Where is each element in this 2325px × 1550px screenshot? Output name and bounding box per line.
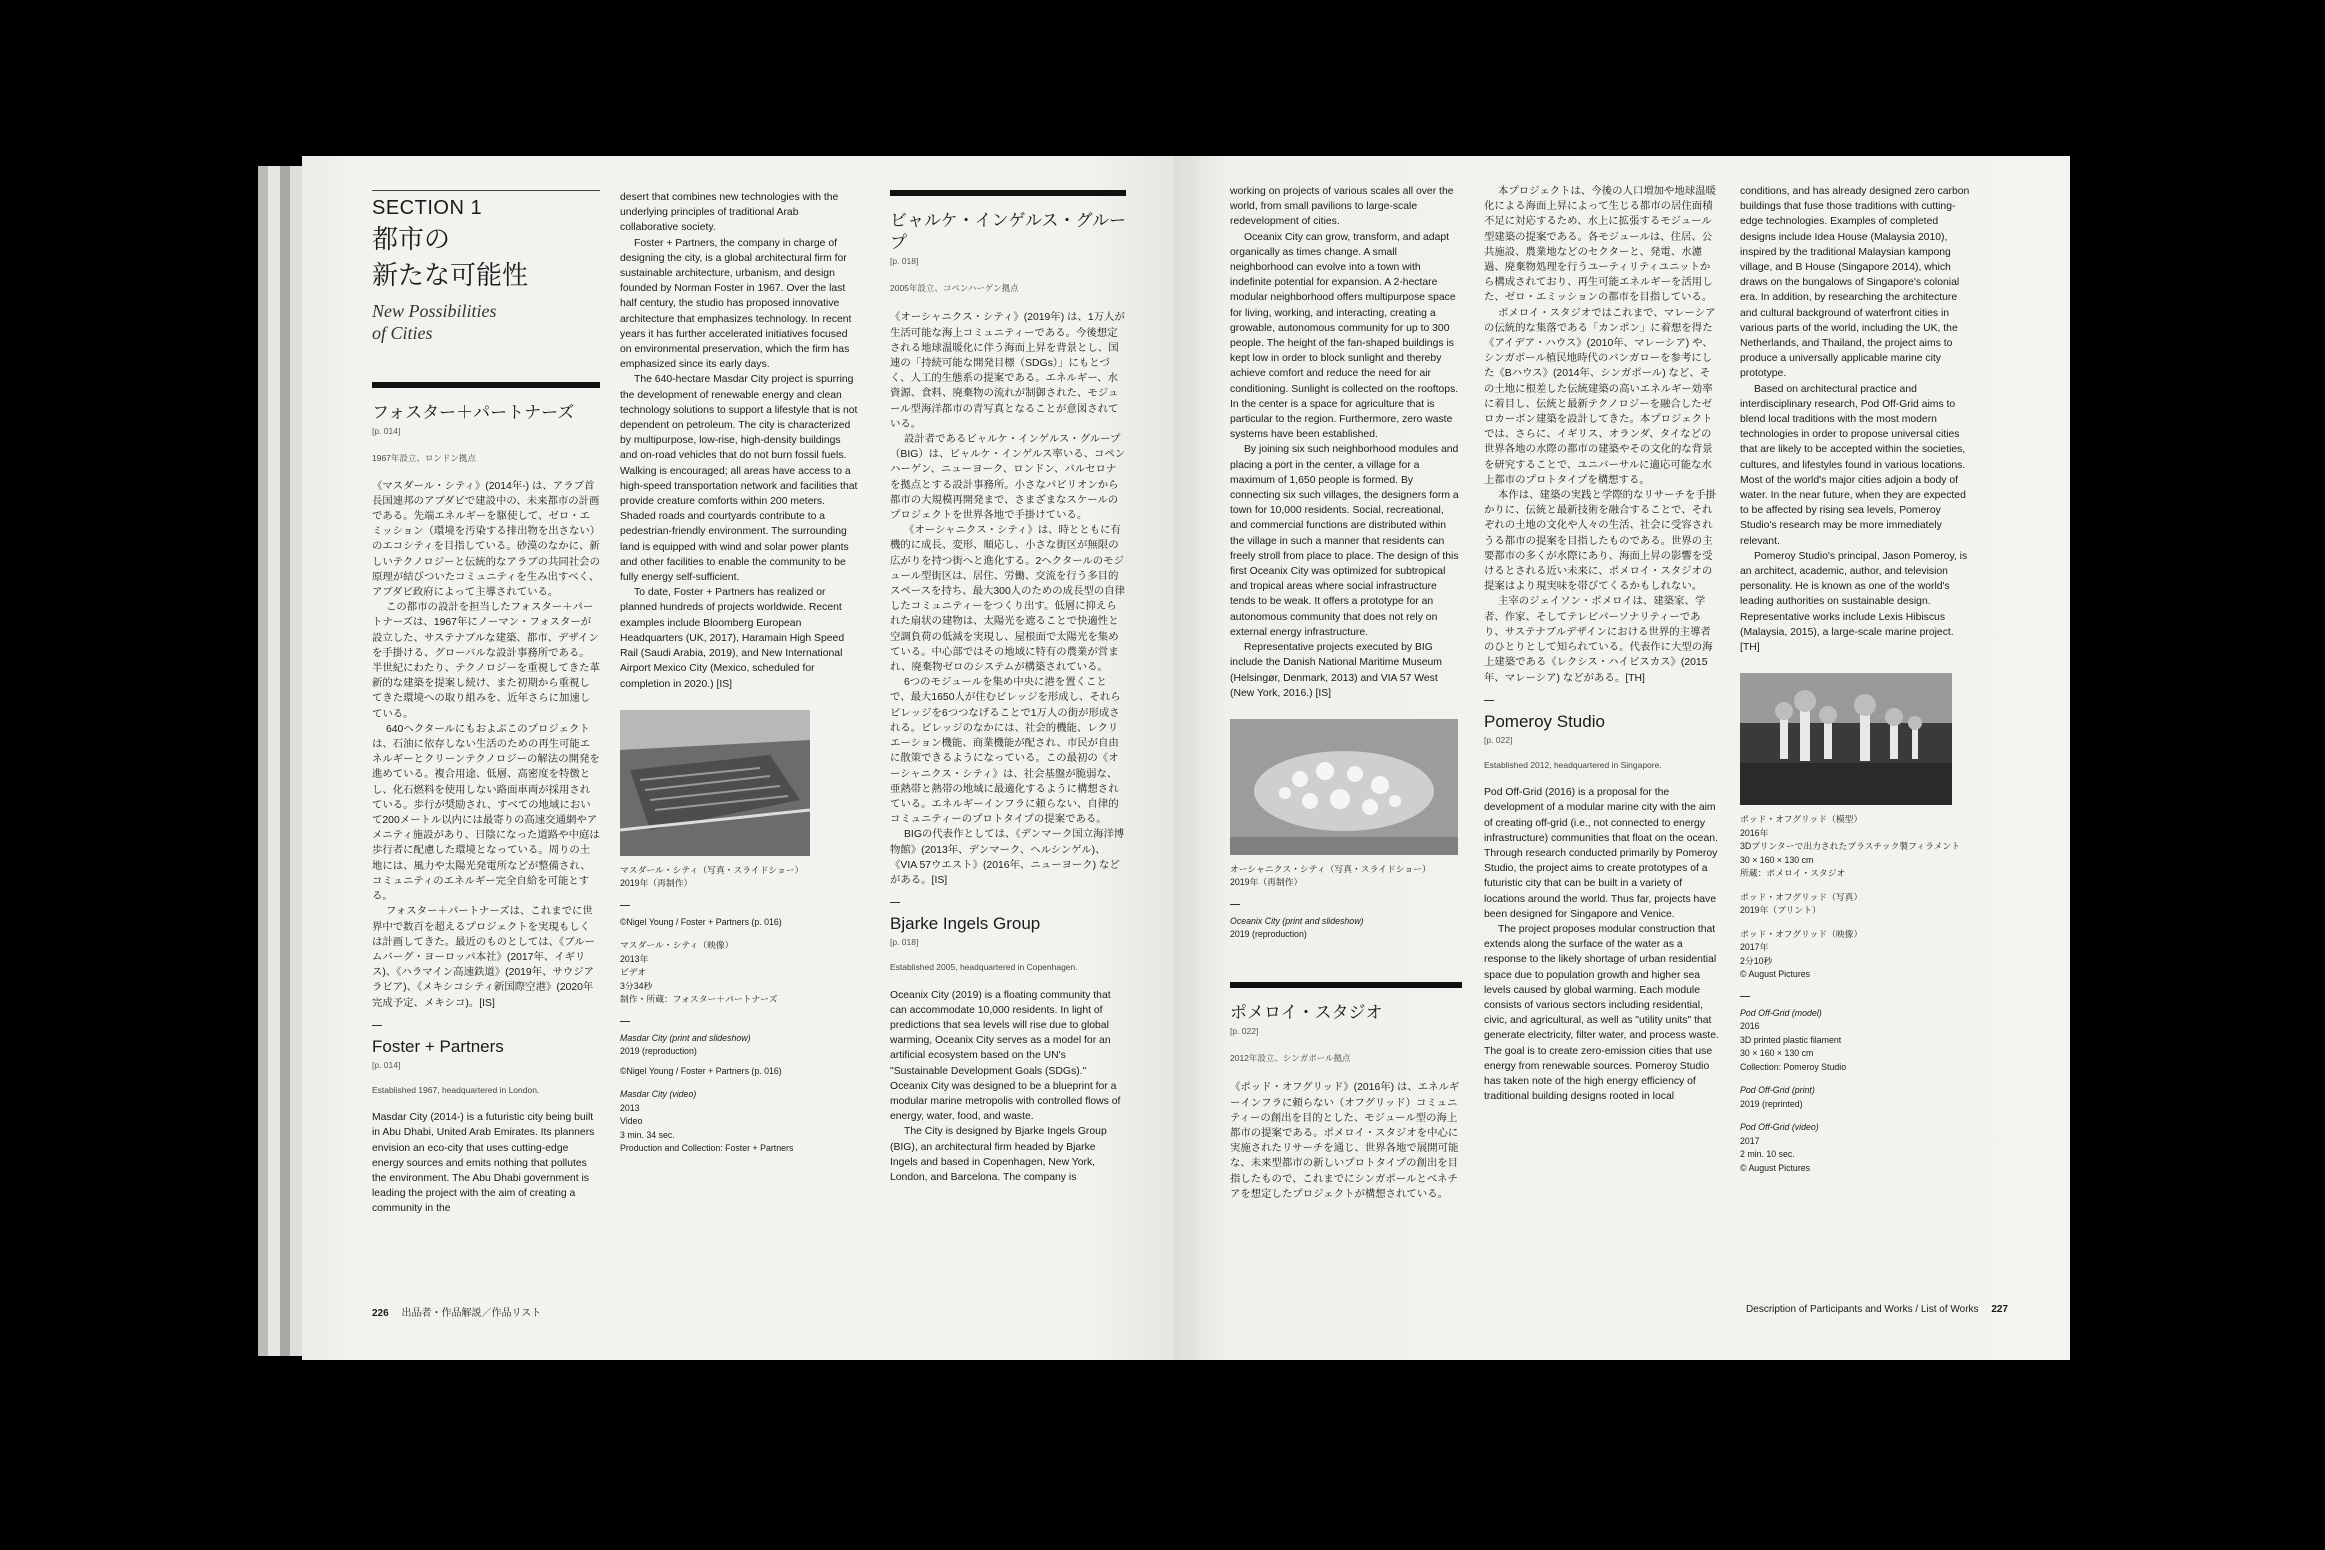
heading-rule [1230,982,1462,988]
caption: Oceanix City (print and slideshow) [1230,915,1364,926]
big-jp-p5: BIGの代表作としては、《デンマーク国立海洋博物館》(2013年、デンマーク、ヘルシンゲル)、《VIA 57ウエスト》(2016年、ニューヨーク) などがある。[IS] [890,829,1125,886]
caption: ポッド・オフグリッド（模型） [1740,814,1863,825]
page-edge [268,166,280,1356]
col2-p2: Foster + Partners, the company in charge of designing the city, is a global architectural firm for sustainable architecture, urbanism, and design founded by Norman Foster in 1967. Over the last half century, the studio has proposed innovative architecture that emphasizes technology. In recent years it has further accelerated initiatives focused on environmental preservation, which the firm has emphasized since its early days. [620,237,852,371]
right-column-3 [1740,184,1972,1175]
caption: 2 min. 10 sec. [1740,1149,1795,1160]
pod-off-grid-photo [1740,673,1952,805]
caption: 3 min. 34 sec. [620,1129,675,1140]
oceanix-city-photo [1230,719,1458,855]
big-en-heading: Bjarke Ingels Group [890,914,1041,934]
left-column-3 [890,190,1126,1185]
caption: 2017 [1740,1135,1760,1146]
caption: ©Nigel Young / Foster + Partners (p. 016) [620,1065,782,1076]
caption: 2016 [1740,1021,1760,1032]
caption: オーシャニクス・シティ（写真・スライドショー） [1230,863,1431,874]
title-en-line2: of Cities [372,323,433,344]
caption: 2019 (reprinted) [1740,1098,1803,1109]
caption: Pod Off-Grid (model) [1740,1007,1822,1018]
big-jp-heading: ビャルケ・インゲルス・グループ [890,211,1126,252]
r-col3-p3: Pomeroy Studio's principal, Jason Pomeroy, is an architect, academic, author, and television personality. He is known as one of the world's leading authorities on sustainable design. Representative works include Lexis Hibiscus (Malaysia, 2015), a large-scale marine project. [TH] [1740,550,1968,654]
divider [890,902,900,903]
caption: マスダール・シティ（写真・スライドショー） [620,864,804,875]
title-jp-line1: 都市の [372,225,451,256]
caption: 2019 (reproduction) [1230,929,1307,940]
pom-en-p1: Pod Off-Grid (2016) is a proposal for the development of a modular marine city with the aim of creating off-grid (i.e., not connected to energy infrastructure) communities that float on the ocean. Through research conducted primarily by Pomeroy Studio, the project aims to create prototypes of a futuristic city that can be built in a variety of locations around the world. Thus far, projects have been designed for Singapore and Venice. [1484,787,1718,920]
big-jp-p2: 設計者であるビャルケ・インゲルス・グループ（BIG）は、ビャルケ・インゲルス率いる、コペンハーゲン、ニューヨーク、ロンドン、バルセロナを拠点とする設計事務所。小さなパビリオンから都市の大規模再開発まで、さまざまなスケールのプロジェクトを世界各地で手掛けている。 [890,434,1126,522]
caption: 2017年 [1740,942,1769,953]
col2-captions [620,864,858,1156]
r-col1-p1: working on projects of various scales all over the world, from small pavilions to large-scale redevelopment of cities. [1230,186,1454,228]
page-edge [290,166,302,1356]
right-footer-label: Description of Participants and Works / List of Works [1746,1304,1979,1315]
foster-jp-heading: フォスター＋パートナーズ [372,403,575,423]
pom-en-heading: Pomeroy Studio [1484,711,1605,731]
left-footer-label: 出品者・作品解説／作品リスト [401,1308,542,1319]
foster-en-heading: Foster + Partners [372,1036,504,1056]
left-column-1 [372,190,600,1217]
title-jp-line2: 新たな可能性 [372,261,529,292]
caption: 2013年 [620,953,649,964]
caption: 2013 [620,1102,640,1113]
r-col3-captions [1740,813,1972,1175]
caption: 3分34秒 [620,980,653,991]
pom-en-established: Established 2012, headquartered in Singapore. [1484,759,1662,770]
big-jp-p4: 6つのモジュールを集め中央に港を置くことで、最大1650人が住むビレッジを形成し、それらビレッジを6つつなげることで1万人の街が形成される。ビレッジのなかには、社会的機能、レクリエーション機能、商業機能が配され、市民が自由に散策できるようになっている。この最初の《オーシャニクス・シティ》は、社会基盤が脆弱な、亜熱帯と熱帯の地域に最適化するように構想されている。エネルギーインフラに頼らない、自律的コミュニティーのプロトタイプの提案である。 [890,677,1121,826]
foster-en-p1: Masdar City (2014-) is a futuristic city being built in Abu Dhabi, United Arab Emirates. Its planners envision an eco-city that uses cutting-edge energy sources and emits nothing that pollutes the environment. The Abu Dhabi government is leading the project with the aim of creating a community in the [372,1112,595,1215]
foster-jp-p1: 《マスダール・シティ》(2014年-) は、アラブ首長国連邦のアブダビで建設中の、未来都市の計画である。先端エネルギーを駆使して、ゼロ・エミッション（環境を汚染する排出物を出さない）のエコシティを目指している。砂漠のなかに、新しいテクノロジーと伝統的なアラブの共同社会の原理が結びついたコミュニティを生み出すべく、アブダビ政府によって主導されている。 [372,480,600,599]
big-en-p1: Oceanix City (2019) is a floating community that can accommodate 10,000 residents. In light of predictions that sea levels will rise due to global warming, Oceanix City serves as a model for an artificial ecosystem based on the UN's "Sustainable Development Goals (SDGs)." Oceanix City was designed to be a blueprint for a modular marine metropolis with controlled flows of energy, water, food, and waste. [890,989,1121,1123]
right-page [1174,156,2070,1360]
caption: 所蔵：ポメロイ・スタジオ [1740,868,1846,879]
caption: Production and Collection: Foster + Partners [620,1143,794,1154]
foster-en-page: [p. 014] [372,1059,401,1070]
caption: 2分10秒 [1740,955,1773,966]
masdar-city-photo [620,710,810,856]
r-col1-p4: Representative projects executed by BIG include the Danish National Maritime Museum (Helsingør, Denmark, 2013) and VIA 57 West (New York, 2016.) [IS] [1230,642,1442,699]
caption: 30 × 160 × 130 cm [1740,854,1814,865]
r-col1-captions [1230,863,1462,942]
r-col1-p2: Oceanix City can grow, transform, and adapt organically as times change. A small neighborhood can evolve into a town with indefinite potential for expansion. A 2-hectare modular neighborhood offers multipurpose space for living, working, and interacting, creating a growable, autonomous community for up to 300 people. The height of the fan-shaped buildings is kept low in order to block sunlight and thereby achieve comfort and reduce the need for air conditioning. Sunlight is collected on the rooftops. In the center is a space for agriculture that is particular to the region. Furthermore, zero waste systems have been established. [1230,231,1459,441]
divider [620,1021,630,1022]
divider [620,905,630,906]
r-col2-p3: 本作は、建築の実践と学際的なリサーチを手掛かりに、伝統と最新技術を融合することで、それぞれの土地の文化や人々の生活、社会に受容されうる都市の提案を目指したものである。世界の主要都市の多くが水際にあり、海面上昇の影響を受けるとされる近い未来に、ポメロイ・スタジオの提案はより現実味を帯びてくるかもしれない。 [1484,490,1716,593]
big-en-established: Established 2005, headquartered in Copenhagen. [890,962,1078,973]
caption: © August Pictures [1740,969,1811,980]
divider [1740,996,1750,997]
caption: ビデオ [620,967,647,978]
pom-jp-heading: ポメロイ・スタジオ [1230,1002,1383,1022]
divider [1484,700,1494,701]
caption: Masdar City (print and slideshow) [620,1032,751,1043]
right-page-number: 227 [1991,1304,2008,1315]
caption: 30 × 160 × 130 cm [1740,1048,1814,1059]
caption: 2019 (reproduction) [620,1046,697,1057]
caption: Collection: Pomeroy Studio [1740,1061,1847,1072]
right-column-2 [1484,184,1720,1104]
pom-en-p2: The project proposes modular construction that extends along the surface of the water as a response to the likely shortage of urban residential space due to population growth and higher sea levels caused by global warming. Each module consists of various sectors including residential, civic, and agricultural, as well as "utility units" that generate electricity, filter water, and process waste. The goal is to create zero-emission cities that use energy from renewable sources. Pomeroy Studio has taken note of the high energy efficiency of traditional building designs rooted in local [1484,923,1719,1103]
right-column-1 [1230,184,1462,1202]
r-col3-p1: conditions, and has already designed zero carbon buildings that fuse those traditions with cutting-edge technologies. Examples of completed designs include Idea House (Malaysia 2010), inspired by the traditional Malaysian kampong village, and B House (Singapore 2014), which draws on the bungalows of Singapore's colonial era. In addition, by researching the architecture and cultural background of waterfront cities in various parts of the world, including the UK, the Netherlands, and Thailand, the project aims to produce a universally applicable marine city prototype. [1740,186,1970,380]
caption: 制作・所蔵：フォスター＋パートナーズ [620,994,778,1005]
foster-jp-p4: フォスター＋パートナーズは、これまでに世界中で数百を超えるプロジェクトを実現もしくは計画してきた。最近のものとしては、《ブルームバーグ・ヨーロッパ本社》(2017年、イギリス)、《ハラマイン高速鉄道》(2019年、サウジアラビア)、《メキシコシティ新国際空港》(2020年完成予定、メキシコ)。[IS] [372,906,595,1009]
caption: マスダール・シティ（映像） [620,940,734,951]
left-page-number: 226 [372,1308,389,1319]
big-jp-p1: 《オーシャニクス・シティ》(2019年) は、1万人が生活可能な海上コミュニティーである。今後想定される地球温暖化に伴う海面上昇を背景とし、国連の「持続可能な開発目標（SDGs）」にもとづく、人工的生態系の提案である。エネルギー、水資源、食料、廃棄物の流れが制御された、モジュール型海洋都市の青写真となることが意図されている。 [890,312,1125,430]
r-col2-p4: 主宰のジェイソン・ポメロイは、建築家、学者、作家、そしてテレビパーソナリティーであり、サステナブルデザインにおける世界的主導者のひとりとして知られている。代表作に大型の海上建築である《レクシス・ハイビスカス》(2015年、マレーシア) などがある。[TH] [1484,596,1713,684]
pom-jp-page: [p. 022] [1230,1025,1259,1036]
col2-p1: desert that combines new technologies with the underlying principles of traditional Arab collaborative society. [620,192,839,234]
title-en-line1: New Possibilities [372,301,497,322]
caption: 2019年（再制作） [1230,877,1303,888]
caption: 2016年 [1740,827,1769,838]
caption: Masdar City (video) [620,1089,697,1100]
caption: Pod Off-Grid (video) [1740,1122,1819,1133]
big-en-page: [p. 018] [890,937,919,948]
top-rule [372,190,600,191]
heading-rule [890,190,1126,196]
foster-jp-established: 1967年設立、ロンドン拠点 [372,453,476,464]
divider [372,1025,382,1026]
r-col1-p3: By joining six such neighborhood modules and placing a port in the center, a village for a maximum of 1,650 people is formed. By connecting six such villages, the designers form a town for 10,000 residents. Social, recreational, and commercial functions are distributed within the village in such a manner that residents can freely stroll from place to place. The design of this first Oceanix City was optimized for subtropical and tropical areas where social infrastructure tends to be weak. It offers a prototype for an autonomous community that does not rely on external energy infrastructure. [1230,444,1459,638]
caption: ポッド・オフグリッド（写真） [1740,891,1863,902]
caption: 3D printed plastic filament [1740,1034,1842,1045]
col2-p4: To date, Foster + Partners has realized or planned hundreds of projects worldwide. Recent examples include Bloomberg European Headquarters (UK, 2017), Haramain High Speed Rail (Saudi Arabia, 2019), and New International Airport Mexico City (Mexico, scheduled for completion in 2020.) [IS] [620,587,845,690]
caption: © August Pictures [1740,1162,1811,1173]
foster-en-established: Established 1967, headquartered in London. [372,1084,540,1095]
caption: 2019年（プリント） [1740,905,1821,916]
big-en-p2: The City is designed by Bjarke Ingels Group (BIG), an architectural firm headed by Bjarke Ingels and based in Copenhagen, New York, London, and Barcelona. The company is [890,1126,1107,1183]
caption: Pod Off-Grid (print) [1740,1085,1815,1096]
pom-jp-established: 2012年設立、シンガポール拠点 [1230,1053,1351,1064]
divider [1230,904,1240,905]
foster-jp-p3: 640ヘクタールにもおよぶこのプロジェクトは、石油に依存しない生活のための再生可能エネルギーとクリーンテクノロジーの解法の開発を進めている。複合用途、低層、高密度を特徴とし、化石燃料を使用しない路面車両が採用されている。歩行が奨励され、すべての地域において200メートル以内には最寄りの高速交通網やアメニティ施設があり、日陰になった道路や中庭は歩行者に配慮した環境となっている。周りの土地には、風力や太陽光発電所などが整備され、コミュニティのエネルギー完全自給を可能とする。 [372,723,600,903]
foster-jp-p2: この都市の設計を担当したフォスター＋パートナーズは、1967年にノーマン・フォスターが設立した、サステナブルな建築、都市、デザインを手掛ける、グローバルな設計事務所である。半世紀にわたり、テクノロジーを重視してきた革新的な建築を提案し続け、また初期から重視してきた環境への取り組みを、近年さらに加速している。 [372,602,600,720]
caption: ©Nigel Young / Foster + Partners (p. 016) [620,916,782,927]
book-spread [258,156,2070,1360]
r-col2-p1: 本プロジェクトは、今後の人口増加や地球温暖化による海面上昇によって生じる都市の居住面積不足に対応するため、水上に拡張するモジュール型建築の提案である。各モジュールは、住居、公共施設、農業地などのセクターと、発電、水濾過、廃棄物処理を行うユーティリティユニットから構成されており、再生可能エネルギーを活用した、ゼロ・エミッションの都市を目指している。 [1484,186,1716,304]
left-footer [372,1304,541,1319]
left-page [302,156,1174,1360]
pom-jp-p1: 《ポッド・オフグリッド》(2016年) は、エネルギーインフラに頼らない（オフグリッド）コミュニティーの創出を目的とした、モジュール型の海上都市の提案である。ポメロイ・スタジオを中心に実施されたリサーチを通じ、世界各地で展開可能な、未来型都市の新しいプロトタイプの創出を目指したもので、これまでにシンガポールとベネチアを想定したプロジェクトが構想されている。 [1230,1082,1460,1200]
caption: ポッド・オフグリッド（映像） [1740,928,1863,939]
heading-rule [372,382,600,388]
foster-jp-page: [p. 014] [372,426,401,437]
left-column-2 [620,190,858,1156]
caption: Video [620,1116,643,1127]
r-col3-p2: Based on architectural practice and interdisciplinary research, Pod Off-Grid aims to blend local traditions with the most modern technologies in order to propose universal cities that are likely to be accepted within the societies, cultures, and lifestyles found in various locations. Most of the world's major cities adjoin a body of water. In the near future, when they are expected to be affected by rising sea levels, Pomeroy Studio's research may be more immediately relevant. [1740,383,1966,547]
col2-p3: The 640-hectare Masdar City project is spurring the development of renewable energy and clean technology solutions to support a lifestyle that is not dependent on petroleum. The city is characterized by multipurpose, low-rise, high-density buildings and on-road vehicles that do not burn fossil fuels. Walking is encouraged; all areas have access to a high-speed transportation network and facilities that provide creature comforts within 200 meters. Shaded roads and courtyards contribute to a pedestrian-friendly environment. The surrounding land is equipped with wind and solar power plants and other facilities to enable the community to be fully energy self-sufficient. [620,374,858,584]
section-label: SECTION 1 [372,197,483,219]
big-jp-p3: 《オーシャニクス・シティ》は、時とともに有機的に成長、変形、順応し、小さな街区が無限の広がりを持つ街へと進化する。2ヘクタールのモジュール型街区は、居住、労働、交流を行う多目的スペースを持ち、最大300人のための成長型の自律したコミュニティーをつくり出す。低層に抑えられた扇状の建物は、太陽光を遮ることで快適性と空調負荷の低減を実現し、屋根面で太陽光を集めている。中心部ではその地域に特有の農業が営まれ、廃棄物ゼロのシステムが構築されている。 [890,525,1126,674]
caption: 3Dプリンターで出力されたプラスチック製フィラメント [1740,841,1960,852]
page-edge [280,166,290,1356]
big-jp-established: 2005年設立、コペンハーゲン拠点 [890,283,1019,294]
big-jp-page: [p. 018] [890,256,919,266]
caption: 2019年（再制作） [620,878,693,889]
page-edge [258,166,268,1356]
r-col2-p2: ポメロイ・スタジオではこれまで、マレーシアの伝統的な集落である「カンポン」に着想を得た《アイデア・ハウス》(2010年、マレーシア) や、シンガポール植民地時代のバンガローを参考にした《Bハウス》(2014年、シンガポール) など、その土地に根差した伝統建築の高いエネルギー効率に着目し、伝統と最新テクノロジーを融合したゼロカーボン建築を設計してきた。本プロジェクトでは、さらに、イギリス、オランダ、タイなどの世界各地の水際の都市の建築やその文化的な背景を研究することで、ユニバーサルに適応可能な水上都市のプロトタイプを構想する。 [1484,307,1716,486]
right-footer [1746,1304,2008,1315]
pom-en-page: [p. 022] [1484,734,1513,745]
